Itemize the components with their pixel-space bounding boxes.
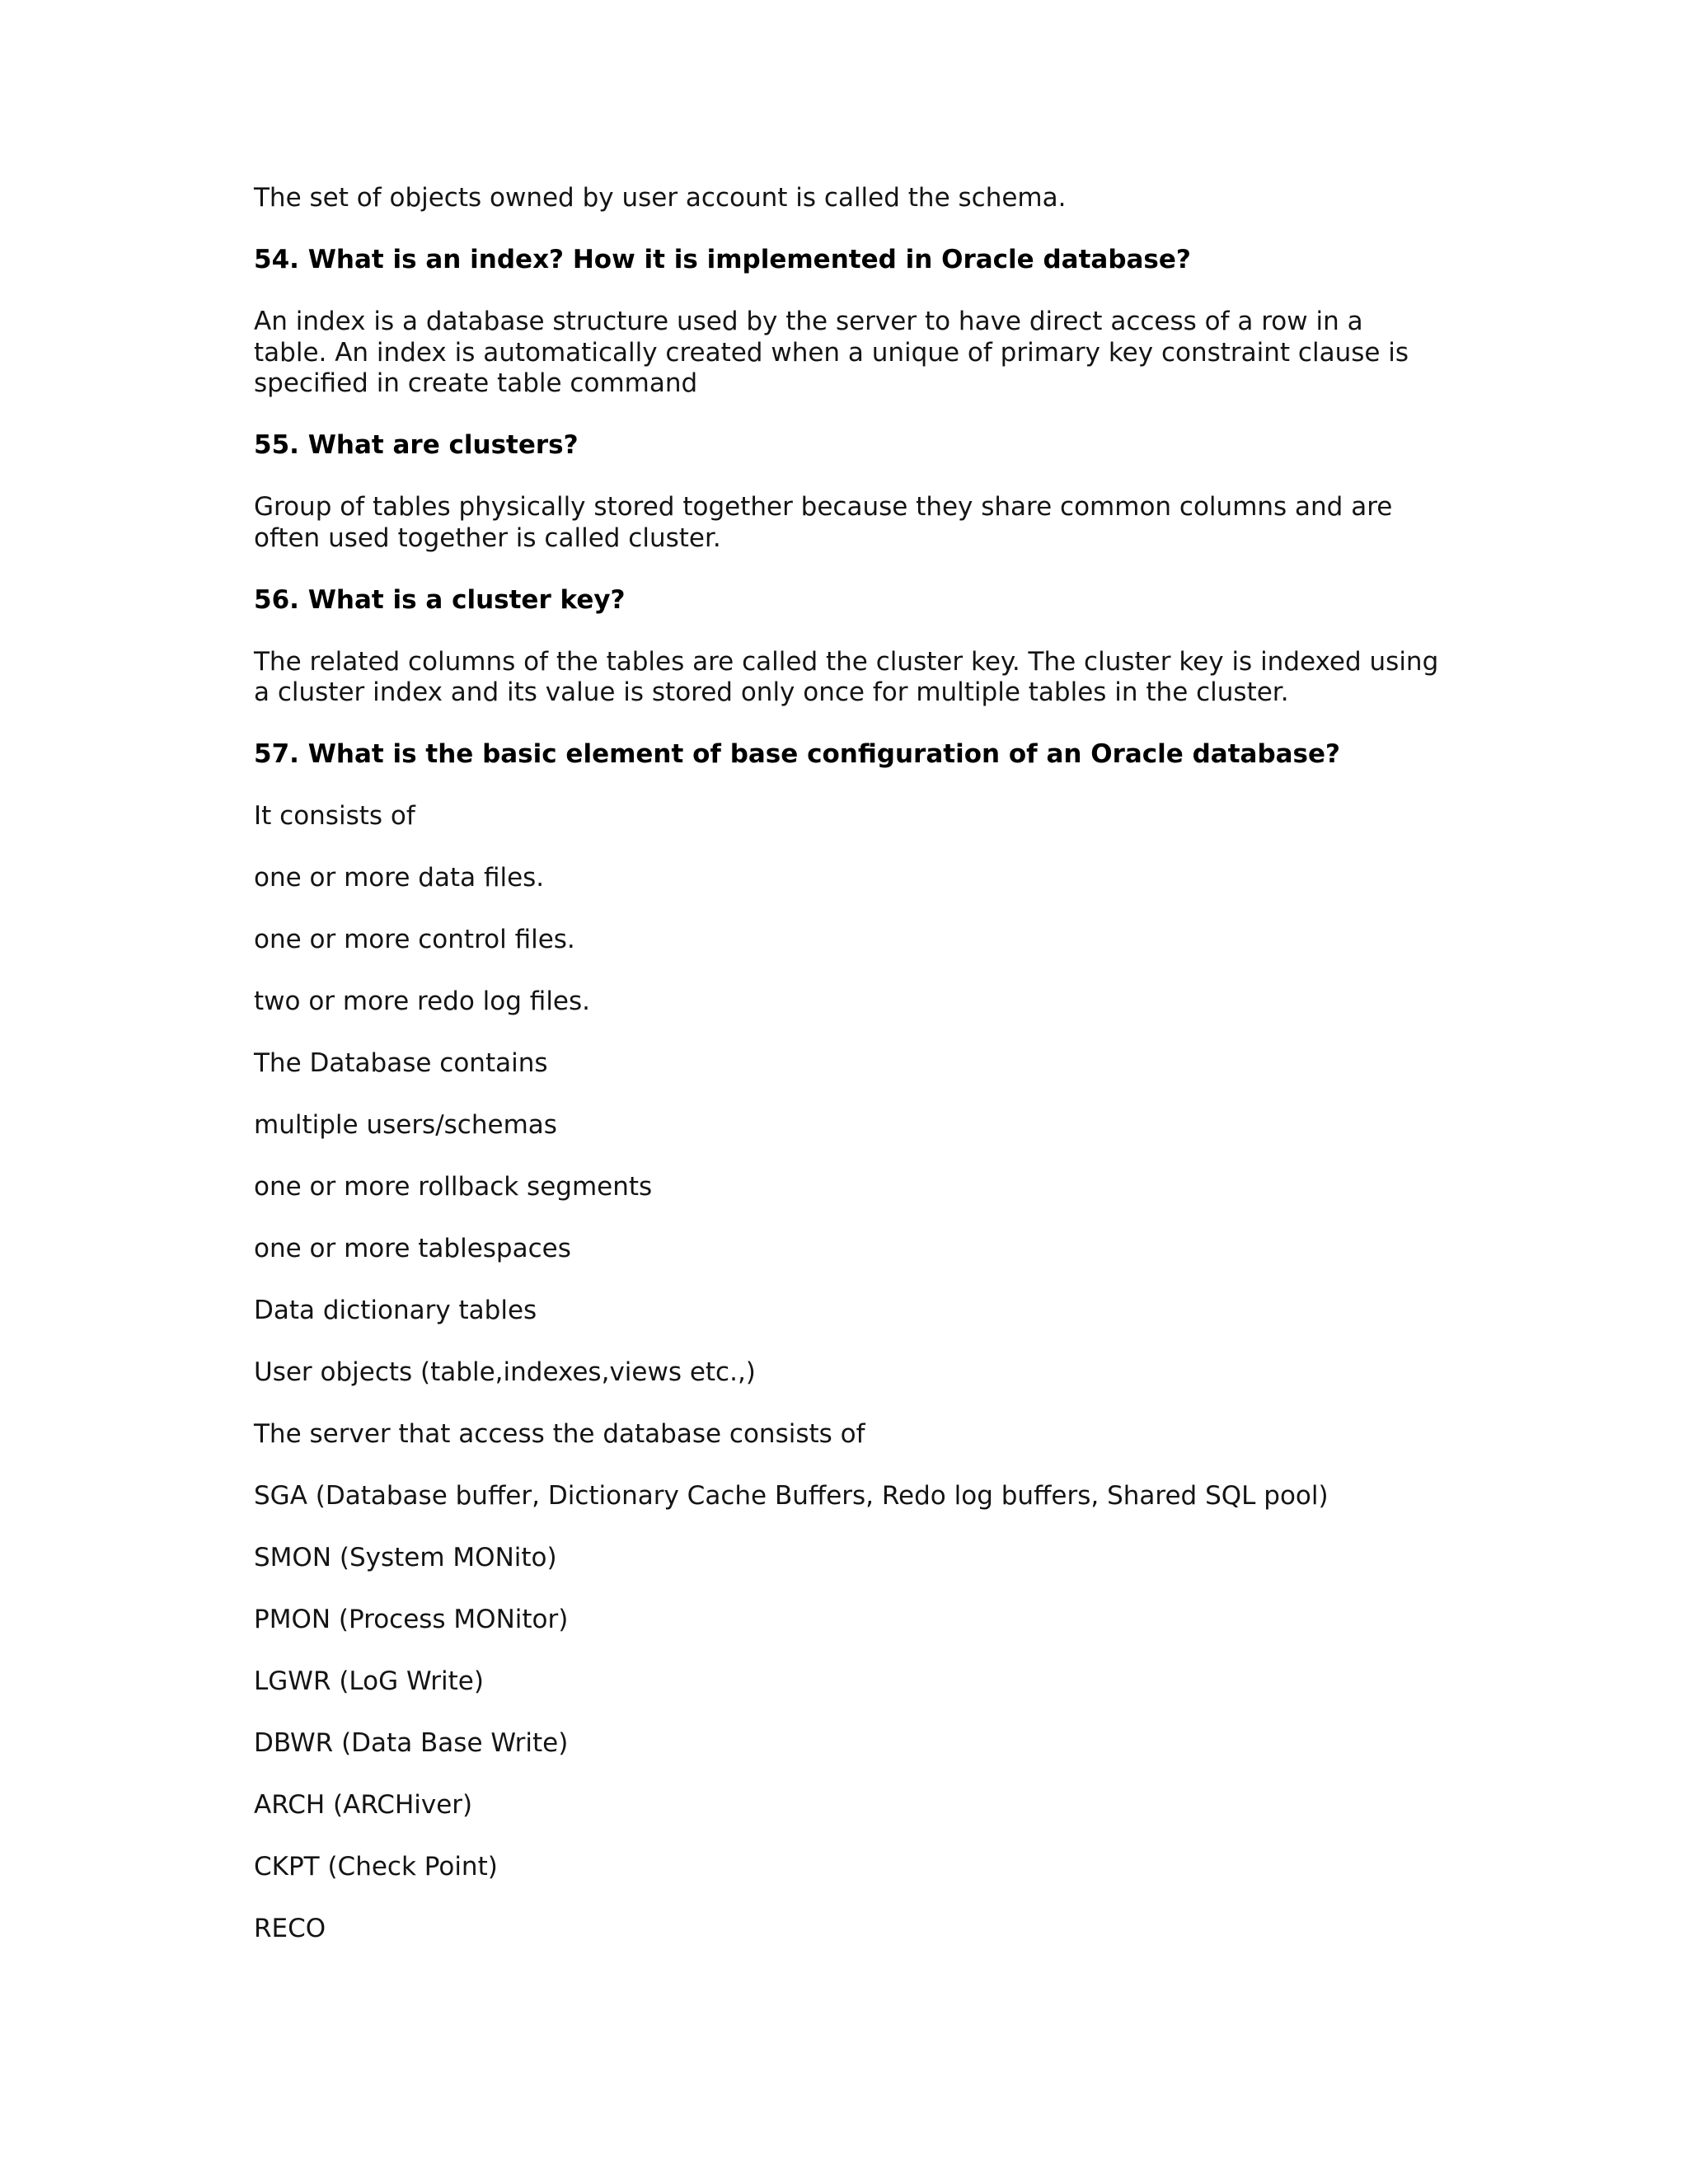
answer-57-line: multiple users/schemas <box>254 1110 557 1140</box>
answer-57-line: Data dictionary tables <box>254 1296 537 1325</box>
answer-57-line: RECO <box>254 1914 326 1943</box>
question-56-heading: 56. What is a cluster key? <box>254 584 626 615</box>
answer-57-line: The server that access the database consists of <box>254 1419 865 1449</box>
answer-57-line: CKPT (Check Point) <box>254 1852 498 1882</box>
answer-57-line: one or more control files. <box>254 925 575 954</box>
answer-57-line: one or more tablespaces <box>254 1234 571 1263</box>
answer-57-line: It consists of <box>254 801 415 831</box>
answer-55-paragraph: Group of tables physically stored together because they share common columns and are often used together is called cluster. <box>254 492 1393 553</box>
answer-57-line: two or more redo log files. <box>254 987 591 1016</box>
answer-57-line: SMON (System MONito) <box>254 1543 557 1572</box>
question-55-heading: 55. What are clusters? <box>254 430 579 460</box>
answer-57-line: DBWR (Data Base Write) <box>254 1728 569 1758</box>
answer-57-line: The Database contains <box>254 1048 548 1078</box>
question-57-heading: 57. What is the basic element of base configuration of an Oracle database? <box>254 739 1341 769</box>
answer-57-line: one or more rollback segments <box>254 1172 653 1202</box>
question-54-heading: 54. What is an index? How it is implemented in Oracle database? <box>254 245 1191 274</box>
answer-57-line: one or more data files. <box>254 863 545 893</box>
answer-57-line: LGWR (LoG Write) <box>254 1666 484 1696</box>
answer-57-line: SGA (Database buffer, Dictionary Cache Buffers, Redo log buffers, Shared SQL pool) <box>254 1481 1329 1511</box>
answer-57-line: ARCH (ARCHiver) <box>254 1790 473 1820</box>
answer-56-paragraph: The related columns of the tables are called the cluster key. The cluster key is indexed using a cluster index and its value is stored only once for multiple tables in the cluster. <box>254 646 1439 707</box>
intro-paragraph: The set of objects owned by user account is called the schema. <box>254 183 1067 213</box>
answer-57-line: PMON (Process MONitor) <box>254 1605 569 1634</box>
answer-57-line: User objects (table,indexes,views etc.,) <box>254 1357 756 1387</box>
answer-54-paragraph: An index is a database structure used by the server to have direct access of a row in a table. An index is automatically created when a unique of primary key constraint clause is specified in create table command <box>254 307 1409 398</box>
document-body <box>254 183 1441 1975</box>
